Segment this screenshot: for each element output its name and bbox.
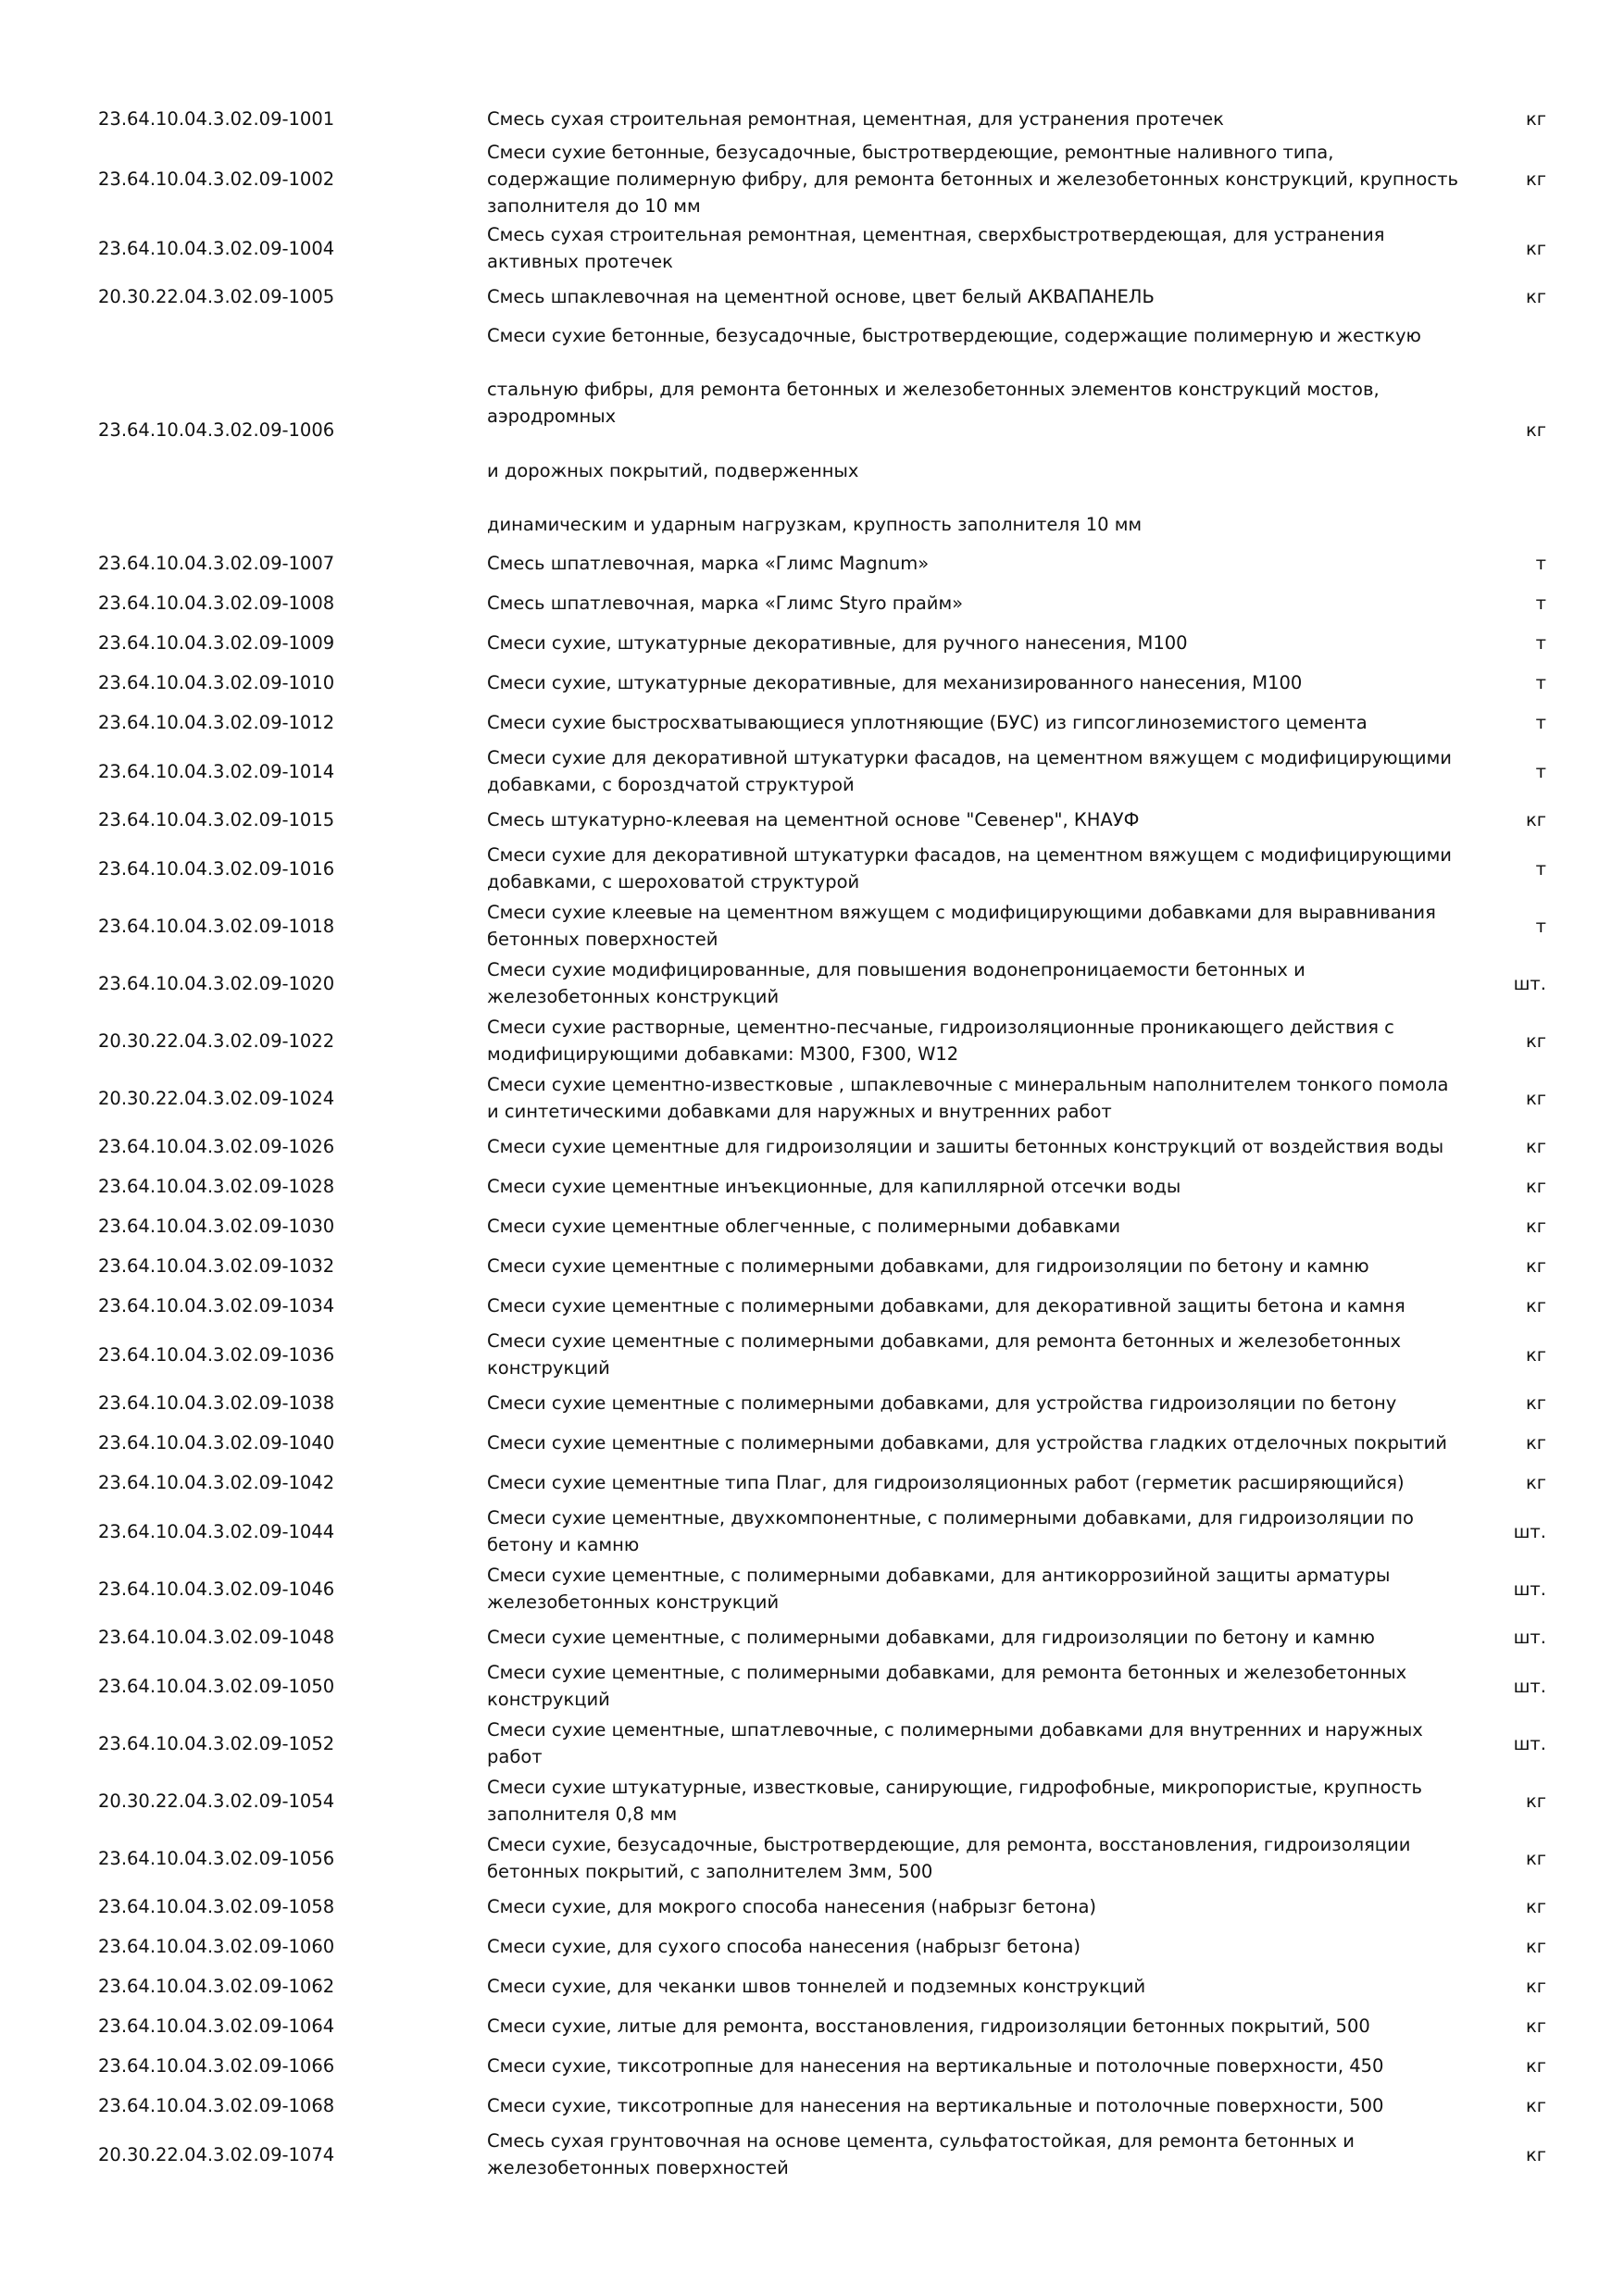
row-name: Смеси сухие цементные, с полимерными добавками, для гидроизоляции по бетону и камню [487, 1627, 1375, 1648]
table-row [91, 1503, 1554, 1560]
row-code: 23.64.10.04.3.02.09-1007 [98, 553, 335, 574]
row-unit: кг [1525, 1936, 1546, 1957]
row-name: Смеси сухие цементные с полимерными добавками, для гидроизоляции по бетону и камню [487, 1255, 1369, 1277]
row-name: Смеси сухие быстросхватывающиеся уплотняющие (БУС) из гипсоглиноземистого цемента [487, 712, 1368, 733]
table-row [91, 583, 1554, 623]
row-unit: шт. [1513, 1732, 1546, 1754]
row-unit: т [1535, 593, 1546, 614]
row-code: 23.64.10.04.3.02.09-1002 [98, 168, 335, 190]
row-code: 20.30.22.04.3.02.09-1074 [98, 2143, 335, 2165]
row-unit: кг [1525, 1087, 1546, 1109]
row-code: 23.64.10.04.3.02.09-1010 [98, 672, 335, 693]
table-row [91, 840, 1554, 897]
row-unit: кг [1525, 1029, 1546, 1052]
row-unit: кг [1525, 1295, 1546, 1316]
row-code: 23.64.10.04.3.02.09-1060 [98, 1936, 335, 1957]
row-name: Смеси сухие цементные, с полимерными добавками, для антикоррозийной защиты арматуры железобетонных конструкций [487, 1565, 1391, 1613]
table-row [91, 703, 1554, 742]
row-code: 23.64.10.04.3.02.09-1046 [98, 1578, 335, 1600]
row-code: 23.64.10.04.3.02.09-1028 [98, 1176, 335, 1197]
row-code: 20.30.22.04.3.02.09-1024 [98, 1087, 335, 1109]
row-name: Смесь сухая грунтовочная на основе цемента, сульфатостойкая, для ремонта бетонных и железобетонных поверхностей [487, 2130, 1355, 2178]
row-unit: кг [1525, 1176, 1546, 1197]
row-name: Смеси сухие, для сухого способа нанесения (набрызг бетона) [487, 1936, 1081, 1957]
row-name: Смеси сухие цементно-известковые , шпаклевочные с минеральным наполнителем тонкого помола и синтетическими добавками для наружных и внутренних работ [487, 1074, 1449, 1122]
table-row [91, 2006, 1554, 2046]
row-code: 23.64.10.04.3.02.09-1038 [98, 1392, 335, 1414]
row-name: Смеси сухие клеевые на цементном вяжущем с модифицирующими добавками для выравнивания бетонных поверхностей [487, 902, 1436, 950]
row-code: 23.64.10.04.3.02.09-1004 [98, 237, 335, 259]
row-name: Смеси сухие цементные, с полимерными добавками, для ремонта бетонных и железобетонных конструкций [487, 1662, 1407, 1710]
row-unit: кг [1525, 1343, 1546, 1366]
row-unit: кг [1525, 1136, 1546, 1157]
row-unit: кг [1525, 1790, 1546, 1812]
row-name: Смеси сухие, литые для ремонта, восстановления, гидроизоляции бетонных покрытий, 500 [487, 2015, 1370, 2037]
table-row [91, 897, 1554, 955]
table-row [91, 139, 1554, 219]
row-unit: т [1535, 857, 1546, 880]
row-code: 23.64.10.04.3.02.09-1066 [98, 2055, 335, 2077]
row-name: Смеси сухие, штукатурные декоративные, для ручного нанесения, М100 [487, 632, 1188, 654]
table-row [91, 277, 1554, 317]
row-code: 23.64.10.04.3.02.09-1052 [98, 1732, 335, 1754]
row-name: Смеси сухие цементные облегченные, с полимерными добавками [487, 1216, 1121, 1237]
row-code: 23.64.10.04.3.02.09-1030 [98, 1216, 335, 1237]
row-code: 23.64.10.04.3.02.09-1036 [98, 1343, 335, 1366]
table-row [91, 663, 1554, 703]
row-name: Смеси сухие цементные типа Плаг, для гидроизоляционных работ (герметик расширяющийся) [487, 1472, 1405, 1493]
row-code: 23.64.10.04.3.02.09-1062 [98, 1976, 335, 1997]
row-unit: шт. [1513, 1627, 1546, 1648]
row-name: Смеси сухие штукатурные, известковые, санирующие, гидрофобные, микропористые, крупность заполнителя 0,8 мм [487, 1777, 1422, 1825]
row-unit: шт. [1513, 972, 1546, 994]
row-unit: кг [1525, 1255, 1546, 1277]
table-row [91, 1829, 1554, 1887]
table-row [91, 317, 1554, 543]
table-row [91, 543, 1554, 583]
table-row [91, 219, 1554, 277]
row-name: Смесь штукатурно-клеевая на цементной основе "Севенер", КНАУФ [487, 809, 1140, 830]
row-name: Смеси сухие цементные для гидроизоляции и зашиты бетонных конструкций от воздействия воды [487, 1136, 1444, 1157]
row-unit: кг [1525, 2015, 1546, 2037]
table-row [91, 1383, 1554, 1423]
row-name: Смеси сухие цементные с полимерными добавками, для устройства гладких отделочных покрытий [487, 1432, 1447, 1454]
row-unit: шт. [1513, 1520, 1546, 1542]
row-code: 23.64.10.04.3.02.09-1012 [98, 712, 335, 733]
table-row [91, 2086, 1554, 2126]
table-row [91, 1715, 1554, 1772]
table-row [91, 1657, 1554, 1715]
row-name: Смеси сухие цементные, двухкомпонентные, с полимерными добавками, для гидроизоляции по бетону и камню [487, 1507, 1414, 1555]
row-name: Смесь шпатлевочная, марка «Глимс Styro прайм» [487, 593, 964, 614]
table-row [91, 2126, 1554, 2183]
row-unit: кг [1525, 1216, 1546, 1237]
row-name: Смеси сухие цементные инъекционные, для капиллярной отсечки воды [487, 1176, 1181, 1197]
row-code: 23.64.10.04.3.02.09-1048 [98, 1627, 335, 1648]
row-unit: т [1535, 760, 1546, 782]
row-name: Смеси сухие, тиксотропные для нанесения на вертикальные и потолочные поверхности, 500 [487, 2095, 1384, 2116]
row-code: 23.64.10.04.3.02.09-1034 [98, 1295, 335, 1316]
row-name-line: Смеси сухие бетонные, безусадочные, быстротвердеющие, содержащие полимерную и жесткую [487, 324, 1421, 346]
row-name: Смеси сухие, штукатурные декоративные, для механизированного нанесения, М100 [487, 672, 1303, 693]
row-unit: кг [1525, 168, 1546, 190]
table-row [91, 1326, 1554, 1383]
row-code: 20.30.22.04.3.02.09-1022 [98, 1029, 335, 1052]
row-code: 23.64.10.04.3.02.09-1008 [98, 593, 335, 614]
table-row [91, 1617, 1554, 1657]
table-row [91, 99, 1554, 139]
row-name: Смеси сухие для декоративной штукатурки фасадов, на цементном вяжущем с модифицирующими добавками, с бороздчатой структурой [487, 747, 1452, 795]
table-row [91, 1167, 1554, 1206]
row-code: 23.64.10.04.3.02.09-1015 [98, 809, 335, 830]
row-unit: кг [1525, 237, 1546, 259]
row-unit: кг [1525, 1976, 1546, 1997]
row-name: Смеси сухие, для мокрого способа нанесения (набрызг бетона) [487, 1896, 1097, 1917]
row-unit: т [1535, 553, 1546, 574]
row-code: 23.64.10.04.3.02.09-1064 [98, 2015, 335, 2037]
row-unit: т [1535, 672, 1546, 693]
row-name-line: динамическим и ударным нагрузкам, крупность заполнителя 10 мм [487, 514, 1143, 536]
table-row [91, 1206, 1554, 1246]
row-unit: т [1535, 915, 1546, 937]
row-name: Смеси сухие, безусадочные, быстротвердеющие, для ремонта, восстановления, гидроизоляции бетонных покрытий, с заполнителем 3мм, 500 [487, 1834, 1411, 1882]
row-name: Смеси сухие растворные, цементно-песчаные, гидроизоляционные проникающего действия с модифицирующими добавками: М300, F300, W12 [487, 1017, 1394, 1065]
row-unit: кг [1525, 1896, 1546, 1917]
table-row [91, 742, 1554, 800]
table-row [91, 1246, 1554, 1286]
row-name: Смеси сухие цементные с полимерными добавками, для ремонта бетонных и железобетонных конструкций [487, 1330, 1401, 1379]
row-code: 23.64.10.04.3.02.09-1016 [98, 857, 335, 880]
row-name: Смеси сухие цементные с полимерными добавками, для устройства гидроизоляции по бетону [487, 1392, 1397, 1414]
row-code: 23.64.10.04.3.02.09-1001 [98, 108, 335, 130]
row-unit: шт. [1513, 1675, 1546, 1697]
materials-table [91, 99, 1554, 2183]
row-unit: кг [1525, 2143, 1546, 2165]
row-unit: кг [1525, 809, 1546, 830]
table-row [91, 1772, 1554, 1829]
row-unit: кг [1525, 2095, 1546, 2116]
table-row [91, 1463, 1554, 1503]
row-unit: т [1535, 632, 1546, 654]
table-row [91, 1927, 1554, 1966]
row-code: 23.64.10.04.3.02.09-1040 [98, 1432, 335, 1454]
row-code: 23.64.10.04.3.02.09-1032 [98, 1255, 335, 1277]
row-unit: кг [1525, 2055, 1546, 2077]
row-name: Смесь сухая строительная ремонтная, цементная, сверхбыстротвердеющая, для устранения активных протечек [487, 224, 1385, 272]
row-unit: кг [1525, 1392, 1546, 1414]
table-row [91, 1069, 1554, 1127]
row-unit: шт. [1513, 1578, 1546, 1600]
row-unit: кг [1525, 1432, 1546, 1454]
row-code: 23.64.10.04.3.02.09-1042 [98, 1472, 335, 1493]
row-code: 23.64.10.04.3.02.09-1068 [98, 2095, 335, 2116]
row-unit: кг [1525, 108, 1546, 130]
table-row [91, 800, 1554, 840]
row-code: 23.64.10.04.3.02.09-1009 [98, 632, 335, 654]
row-code: 23.64.10.04.3.02.09-1020 [98, 972, 335, 994]
table-row [91, 1127, 1554, 1167]
row-name: Смеси сухие модифицированные, для повышения водонепроницаемости бетонных и железобетонных конструкций [487, 959, 1305, 1007]
table-row [91, 623, 1554, 663]
row-unit: кг [1525, 1847, 1546, 1869]
row-name: Смеси сухие цементные с полимерными добавками, для декоративной защиты бетона и камня [487, 1295, 1405, 1316]
row-unit: кг [1525, 419, 1546, 441]
table-row [91, 1286, 1554, 1326]
row-code: 20.30.22.04.3.02.09-1054 [98, 1790, 335, 1812]
row-name-line: стальную фибры, для ремонта бетонных и железобетонных элементов конструкций мостов, аэродромных [487, 379, 1380, 428]
table-row [91, 1423, 1554, 1463]
row-name: Смеси сухие для декоративной штукатурки фасадов, на цементном вяжущем с модифицирующими добавками, с шероховатой структурой [487, 844, 1452, 892]
row-unit: т [1535, 712, 1546, 733]
row-code: 23.64.10.04.3.02.09-1056 [98, 1847, 335, 1869]
row-code: 23.64.10.04.3.02.09-1014 [98, 760, 335, 782]
table-row [91, 1887, 1554, 1927]
row-code: 23.64.10.04.3.02.09-1026 [98, 1136, 335, 1157]
row-code: 23.64.10.04.3.02.09-1058 [98, 1896, 335, 1917]
row-name [487, 317, 1461, 543]
row-name: Смесь шпатлевочная, марка «Глимс Magnum» [487, 553, 930, 574]
row-name: Смеси сухие, тиксотропные для нанесения на вертикальные и потолочные поверхности, 450 [487, 2055, 1384, 2077]
table-row [91, 2046, 1554, 2086]
row-code: 23.64.10.04.3.02.09-1006 [98, 419, 335, 441]
row-unit: кг [1525, 1472, 1546, 1493]
row-name: Смеси сухие, для чеканки швов тоннелей и подземных конструкций [487, 1976, 1146, 1997]
row-name: Смеси сухие цементные, шпатлевочные, с полимерными добавками для внутренних и наружных работ [487, 1719, 1423, 1767]
row-unit: кг [1525, 286, 1546, 307]
row-name: Смесь шпаклевочная на цементной основе, цвет белый АКВАПАНЕЛЬ [487, 286, 1155, 307]
row-name-line: и дорожных покрытий, подверженных [487, 459, 859, 481]
row-code: 23.64.10.04.3.02.09-1050 [98, 1675, 335, 1697]
table-row [91, 1966, 1554, 2006]
row-name: Смеси сухие бетонные, безусадочные, быстротвердеющие, ремонтные наливного типа, содержащие полимерную фибру, для ремонта бетонных и железобетонных конструкций, крупность заполнителя до 10 мм [487, 142, 1458, 217]
row-code: 23.64.10.04.3.02.09-1044 [98, 1520, 335, 1542]
table-row [91, 1012, 1554, 1069]
row-code: 23.64.10.04.3.02.09-1018 [98, 915, 335, 937]
table-row [91, 1560, 1554, 1617]
row-name: Смесь сухая строительная ремонтная, цементная, для устранения протечек [487, 108, 1224, 130]
row-code: 20.30.22.04.3.02.09-1005 [98, 286, 335, 307]
table-row [91, 955, 1554, 1012]
